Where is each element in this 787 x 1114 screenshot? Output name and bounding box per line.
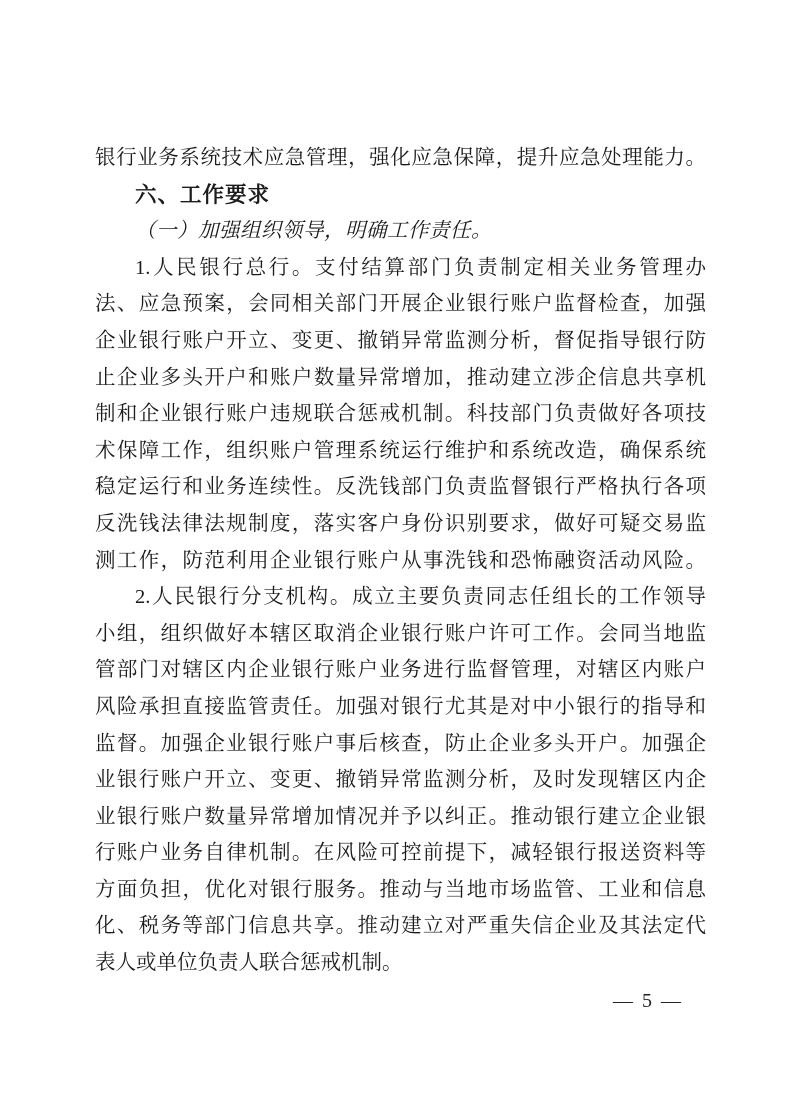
text-line: 2.人民银行分支机构。成立主要负责同志任组长的工作领导 — [135, 586, 706, 609]
text-line: 1.人民银行总行。支付结算部门负责制定相关业务管理办 — [135, 256, 706, 279]
text-line: 企业银行账户开立、变更、撤销异常监测分析，督促指导银行防 — [95, 329, 706, 352]
text-line: 银行业务系统技术应急管理，强化应急保障，提升应急处理能力。 — [95, 147, 706, 169]
text-line: 管部门对辖区内企业银行账户业务进行监督管理，对辖区内账户 — [95, 659, 706, 682]
text-line: 风险承担直接监管责任。加强对银行尤其是对中小银行的指导和 — [95, 695, 706, 718]
text-line: 术保障工作，组织账户管理系统运行维护和系统改造，确保系统 — [95, 439, 706, 462]
text-line: 稳定运行和业务连续性。反洗钱部门负责监督银行严格执行各项 — [95, 476, 706, 499]
text-line: 止企业多头开户和账户数量异常增加，推动建立涉企信息共享机 — [95, 366, 706, 389]
text-line: 行账户业务自律机制。在风险可控前提下，减轻银行报送资料等 — [95, 842, 706, 865]
text-line: 方面负担，优化对银行服务。推动与当地市场监管、工业和信息 — [95, 878, 706, 901]
page-number: — 5 — — [613, 990, 683, 1012]
document-body — [95, 140, 706, 982]
text-line: 制和企业银行账户违规联合惩戒机制。科技部门负责做好各项技 — [95, 403, 706, 426]
text-line: 监督。加强企业银行账户事后核查，防止企业多头开户。加强企 — [95, 732, 706, 755]
text-line: 业银行账户数量异常增加情况并予以纠正。推动银行建立企业银 — [95, 805, 706, 828]
text-line: 小组，组织做好本辖区取消企业银行账户许可工作。会同当地监 — [95, 622, 706, 645]
text-line: 业银行账户开立、变更、撤销异常监测分析，及时发现辖区内企 — [95, 769, 706, 792]
text-line: 化、税务等部门信息共享。推动建立对严重失信企业及其法定代 — [95, 915, 706, 938]
text-line: 测工作，防范利用企业银行账户从事洗钱和恐怖融资活动风险。 — [95, 549, 706, 572]
subsection-heading: （一）加强组织领导，明确工作责任。 — [135, 220, 492, 243]
section-heading: 六、工作要求 — [135, 182, 271, 207]
text-line: 反洗钱法律法规制度，落实客户身份识别要求，做好可疑交易监 — [95, 512, 706, 535]
text-line: 表人或单位负责人联合惩戒机制。 — [95, 952, 403, 975]
text-line: 法、应急预案，会同相关部门开展企业银行账户监督检查，加强 — [95, 293, 706, 316]
